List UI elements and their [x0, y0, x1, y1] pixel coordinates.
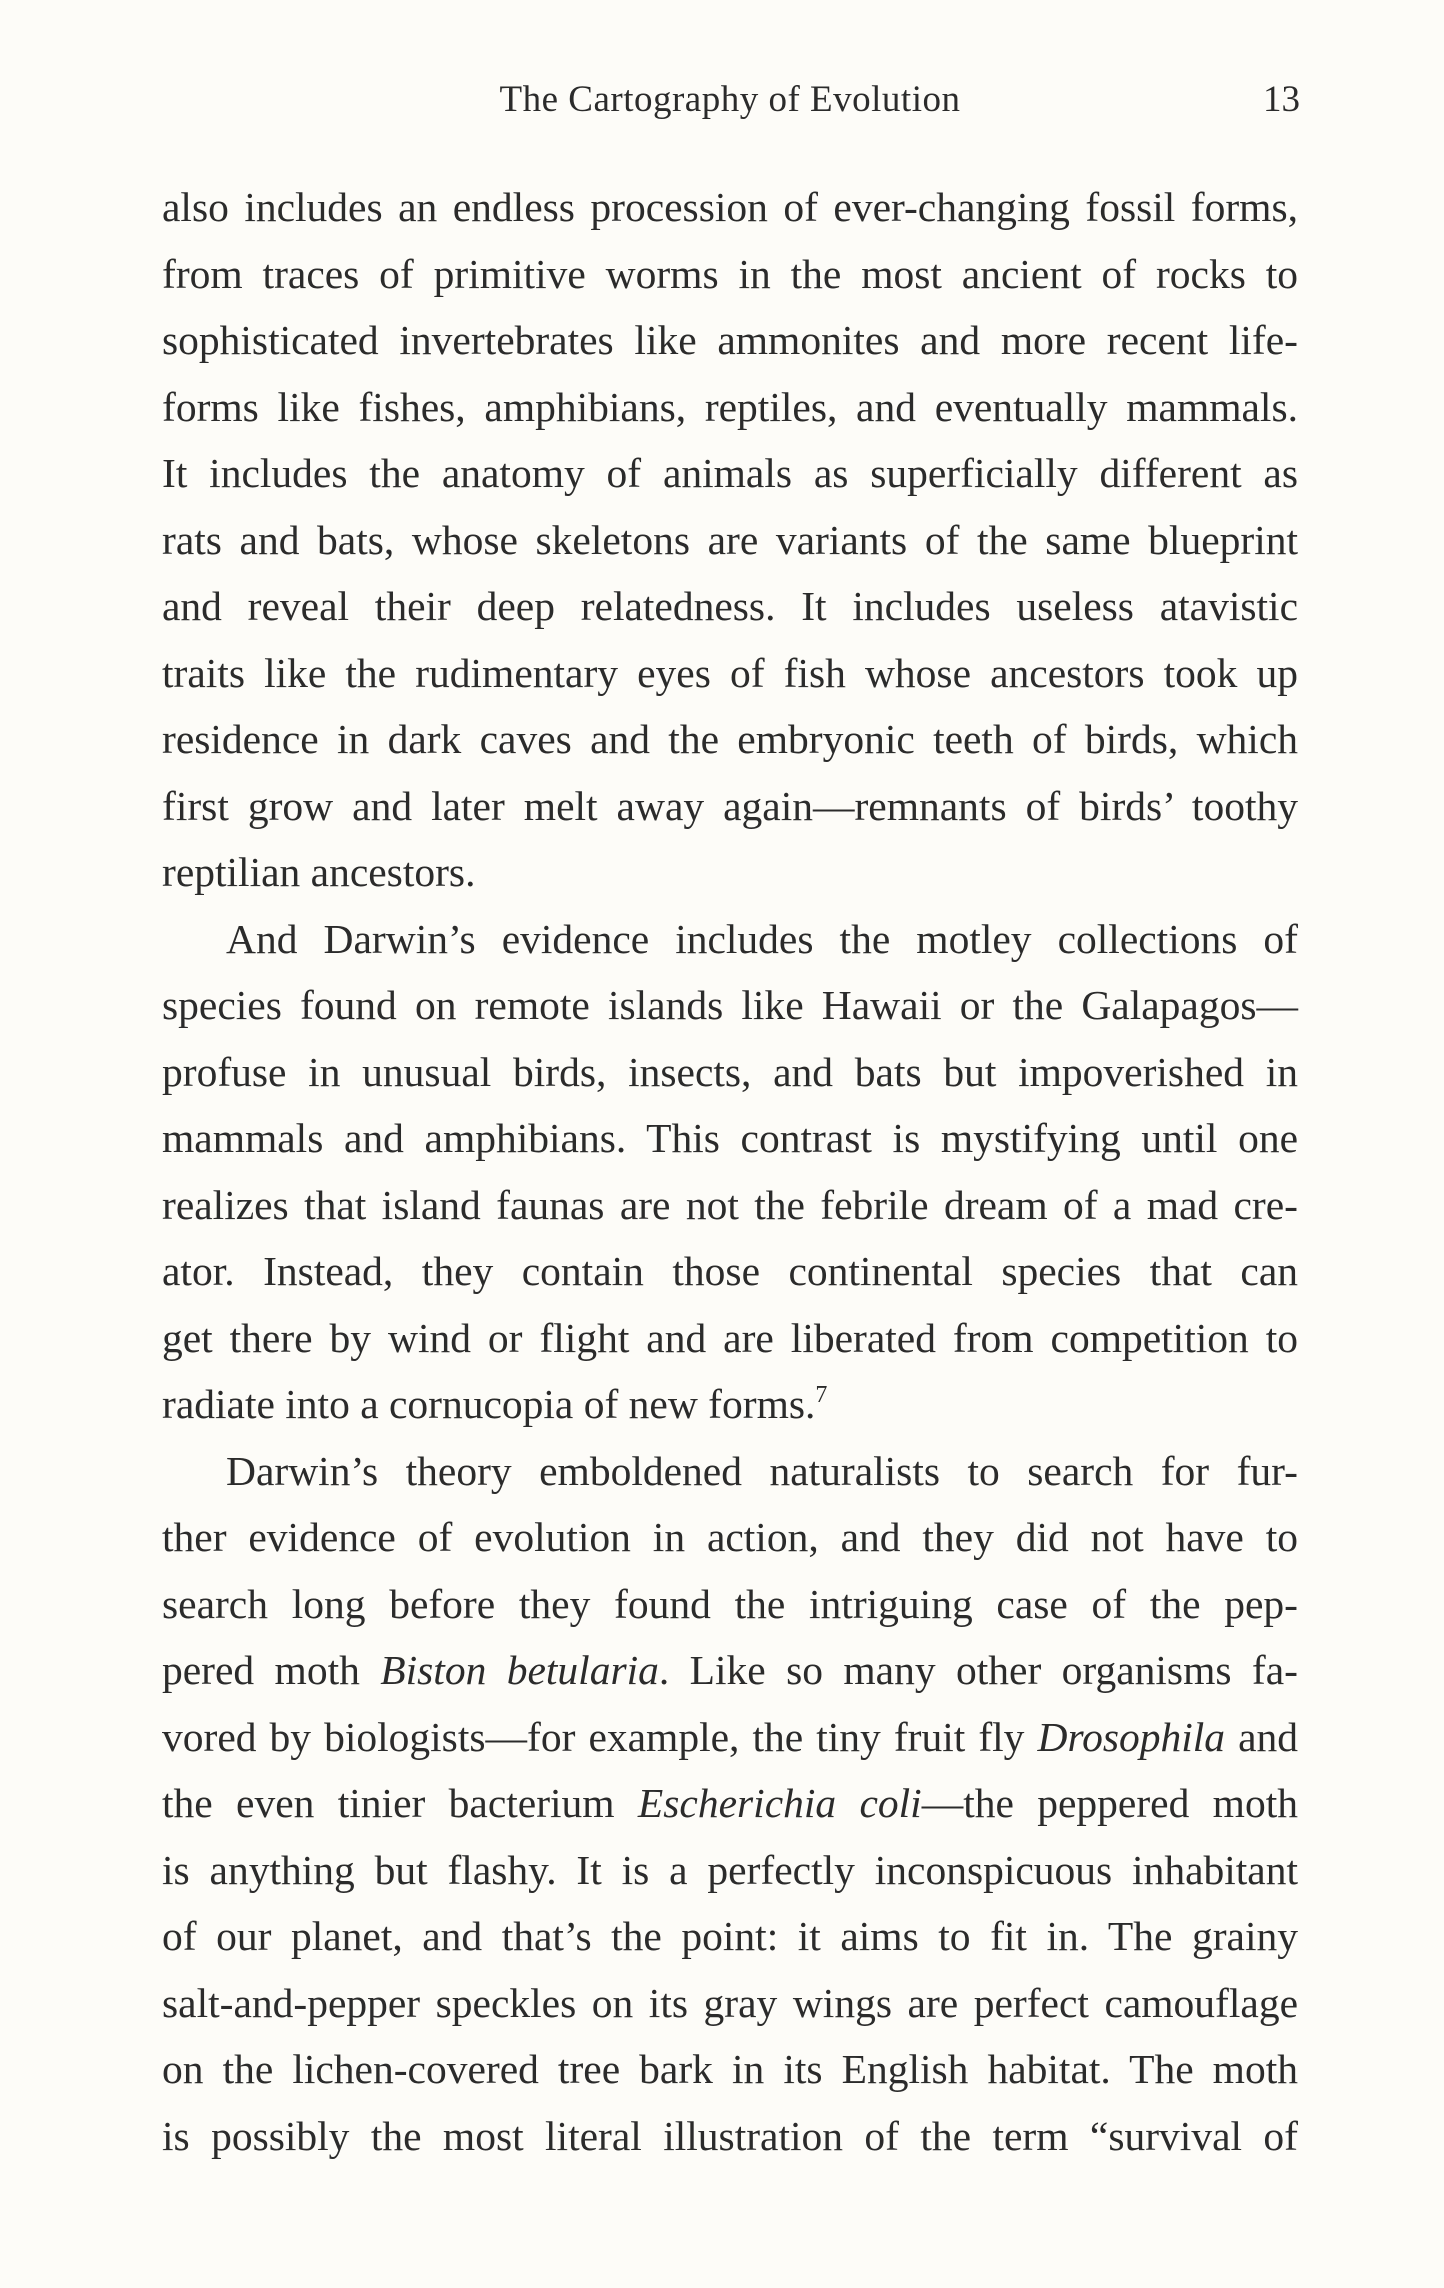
- footnote-reference: 7: [815, 1382, 828, 1408]
- text-line: residence in dark caves and the embryonic teeth of birds, which: [162, 716, 1298, 762]
- text-line: reptilian ancestors.: [162, 849, 476, 895]
- text-line: mammals and amphibians. This contrast is mystifying until one: [162, 1115, 1298, 1161]
- text-line: [162, 1637, 1298, 1704]
- text-line: first grow and later melt away again—remnants of birds’ toothy: [162, 782, 1298, 829]
- line-text: the even tinier bacterium: [162, 1780, 638, 1826]
- text-line: ther evidence of evolution in action, and they did not have to: [162, 1514, 1298, 1560]
- text-line: get there by wind or flight and are liberated from competition to: [162, 1314, 1298, 1361]
- paragraph-3: [162, 1438, 1298, 2170]
- text-line: and reveal their deep relatedness. It includes useless atavistic: [162, 583, 1298, 629]
- text-line: is anything but flashy. It is a perfectly inconspicuous inhabitant: [162, 1846, 1298, 1893]
- line-text: radiate into a cornucopia of new forms.: [162, 1381, 816, 1427]
- text-line: forms like fishes, amphibians, reptiles, and eventually mammals.: [162, 383, 1298, 430]
- species-name: Biston betularia: [380, 1647, 659, 1693]
- text-line: [162, 1371, 1298, 1438]
- text-line: It includes the anatomy of animals as superficially different as: [162, 450, 1298, 496]
- text-line: search long before they found the intriguing case of the pep-: [162, 1580, 1298, 1627]
- text-line: of our planet, and that’s the point: it aims to fit in. The grainy: [162, 1913, 1298, 1959]
- text-line: also includes an endless procession of ever-changing fossil forms,: [162, 184, 1298, 230]
- text-line: [162, 1770, 1298, 1837]
- text-line: sophisticated invertebrates like ammonites and more recent life-: [162, 317, 1298, 363]
- species-name: Drosophila: [1037, 1713, 1226, 1760]
- species-name: Escherichia coli: [637, 1780, 922, 1826]
- text-line: on the lichen-covered tree bark in its English habitat. The moth: [162, 2046, 1298, 2092]
- page-header: [160, 70, 1300, 130]
- text-line: salt-and-pepper speckles on its gray wings are perfect camouflage: [162, 1979, 1298, 2026]
- text-line: And Darwin’s evidence includes the motley collections of: [226, 915, 1298, 962]
- text-line: is possibly the most literal illustration of the term “survival of: [162, 2112, 1298, 2159]
- text-line: realizes that island faunas are not the febrile dream of a mad cre-: [162, 1181, 1298, 1228]
- page-number: 13: [1263, 79, 1300, 120]
- text-line: profuse in unusual birds, insects, and bats but impoverished in: [162, 1048, 1298, 1095]
- running-head: The Cartography of Evolution: [499, 79, 961, 120]
- text-line: from traces of primitive worms in the most ancient of rocks to: [162, 250, 1298, 297]
- line-text: and: [1225, 1713, 1299, 1760]
- line-text: —the peppered moth: [921, 1780, 1298, 1826]
- paragraph-1: [162, 174, 1298, 906]
- line-text: pered moth: [162, 1647, 381, 1693]
- text-line: rats and bats, whose skeletons are variants of the same blueprint: [162, 516, 1298, 563]
- text-line: ator. Instead, they contain those continental species that can: [162, 1248, 1298, 1294]
- text-line: Darwin’s theory emboldened naturalists to search for fur-: [226, 1447, 1298, 1494]
- line-text: . Like so many other organisms fa-: [658, 1647, 1298, 1693]
- text-line: [162, 1704, 1298, 1771]
- paragraph-2: [162, 906, 1298, 1438]
- text-line: traits like the rudimentary eyes of fish whose ancestors took up: [162, 649, 1298, 696]
- body-text: [162, 174, 1298, 2169]
- text-line: species found on remote islands like Hawaii or the Galapagos—: [162, 982, 1298, 1028]
- line-text: vored by biologists—for example, the tiny fruit fly: [162, 1713, 1038, 1760]
